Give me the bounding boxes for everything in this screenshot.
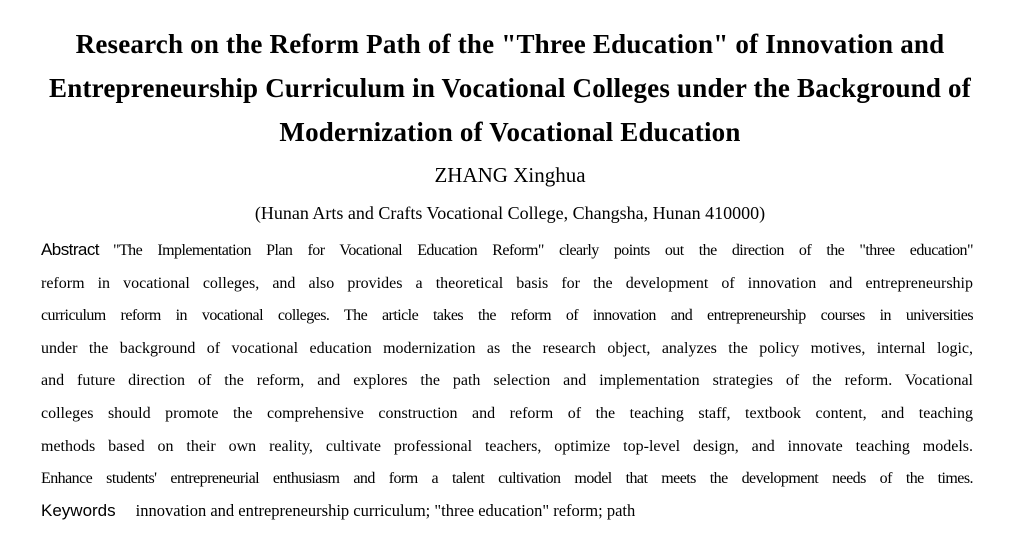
- keywords-section: [41, 496, 635, 526]
- abstract-line: [41, 234, 973, 268]
- abstract-line: methods based on their own reality, cultivate professional teachers, optimize top-level design, and innovate teaching models.: [41, 437, 973, 455]
- title-line: Modernization of Vocational Education: [279, 117, 741, 147]
- abstract-line: Enhance students' entrepreneurial enthusiasm and form a talent cultivation model that meets the development needs of the times.: [41, 470, 973, 488]
- abstract-line: colleges should promote the comprehensive construction and reform of the teaching staff, textbook content, and teaching: [41, 404, 973, 422]
- keywords-text: innovation and entrepreneurship curriculum; "three education" reform; path: [135, 501, 636, 520]
- abstract-line: and future direction of the reform, and explores the path selection and implementation strategies of the reform. Vocational: [41, 372, 973, 390]
- author-affiliation: (Hunan Arts and Crafts Vocational College, Changsha, Hunan 410000): [254, 203, 766, 223]
- abstract-section: [41, 234, 973, 496]
- abstract-line: under the background of vocational education modernization as the research object, analyzes the policy motives, internal logic,: [41, 339, 973, 357]
- title-line: Entrepreneurship Curriculum in Vocational Colleges under the Background of: [49, 73, 971, 103]
- abstract-text: "The Implementation Plan for Vocational Education Reform" clearly points out the direction of the "three education": [112, 242, 973, 259]
- paper-title: [0, 22, 1020, 154]
- abstract-line: curriculum reform in vocational colleges. The article takes the reform of innovation and entrepreneurship courses in universities: [41, 307, 973, 325]
- author-name: ZHANG Xinghua: [434, 163, 586, 187]
- abstract-label: Abstract: [41, 240, 99, 259]
- keywords-label: Keywords: [41, 501, 116, 520]
- title-line: Research on the Reform Path of the "Three Education" of Innovation and: [75, 29, 945, 59]
- abstract-line: reform in vocational colleges, and also provides a theoretical basis for the development of innovation and entrepreneurship: [41, 274, 973, 292]
